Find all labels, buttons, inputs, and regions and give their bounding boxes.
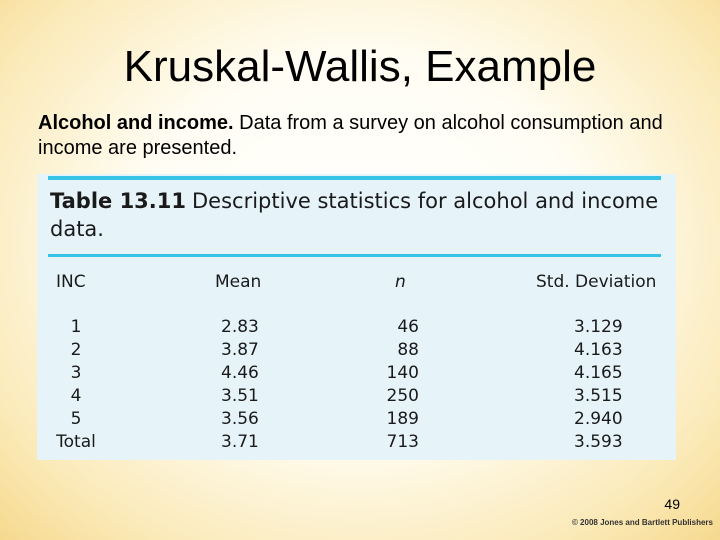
intro-text — [38, 111, 688, 161]
table-body — [37, 317, 676, 455]
cell-std-deviation: 3.129 — [574, 317, 623, 337]
cell-std-deviation: 4.165 — [574, 363, 623, 383]
cell-inc: 2 — [70, 340, 82, 360]
cell-inc: Total — [56, 432, 96, 452]
cell-mean: 2.83 — [221, 317, 259, 337]
table-caption-text: Descriptive statistics for alcohol and income data. — [50, 189, 659, 241]
table-row — [37, 386, 676, 409]
cell-inc: 5 — [70, 409, 82, 429]
column-header-std-deviation: Std. Deviation — [536, 272, 657, 292]
slide-title: Kruskal-Wallis, Example — [123, 42, 597, 91]
cell-n: 140 — [386, 363, 419, 383]
column-header-n: n — [395, 272, 406, 292]
cell-mean: 3.71 — [221, 432, 259, 452]
cell-inc: 3 — [70, 363, 82, 383]
table-row — [37, 317, 676, 340]
intro-body: Data from a survey on alcohol consumption and income are presented. — [38, 112, 663, 159]
cell-std-deviation: 3.593 — [574, 432, 623, 452]
cell-n: 250 — [386, 386, 419, 406]
column-header-mean: Mean — [215, 272, 262, 292]
table-header-rule — [48, 254, 661, 257]
page-number: 49 — [664, 496, 680, 512]
table-row — [37, 409, 676, 432]
cell-std-deviation: 4.163 — [574, 340, 623, 360]
cell-mean: 3.51 — [221, 386, 259, 406]
table-row — [37, 340, 676, 363]
cell-n: 713 — [386, 432, 419, 452]
cell-std-deviation: 3.515 — [574, 386, 623, 406]
statistics-table — [37, 174, 676, 460]
cell-inc: 4 — [70, 386, 82, 406]
cell-n: 46 — [397, 317, 419, 337]
cell-mean: 4.46 — [221, 363, 259, 383]
table-caption-number: Table 13.11 — [50, 189, 186, 213]
table-top-rule — [48, 176, 661, 180]
cell-n: 88 — [397, 340, 419, 360]
cell-n: 189 — [386, 409, 419, 429]
cell-inc: 1 — [70, 317, 82, 337]
copyright-notice: © 2008 Jones and Bartlett Publishers — [571, 518, 713, 527]
cell-mean: 3.56 — [221, 409, 259, 429]
cell-std-deviation: 2.940 — [574, 409, 623, 429]
cell-mean: 3.87 — [221, 340, 259, 360]
intro-bold-label: Alcohol and income. — [38, 112, 234, 134]
table-row-total — [37, 432, 676, 455]
table-caption — [50, 187, 665, 243]
table-row — [37, 363, 676, 386]
column-header-inc: INC — [56, 272, 86, 292]
